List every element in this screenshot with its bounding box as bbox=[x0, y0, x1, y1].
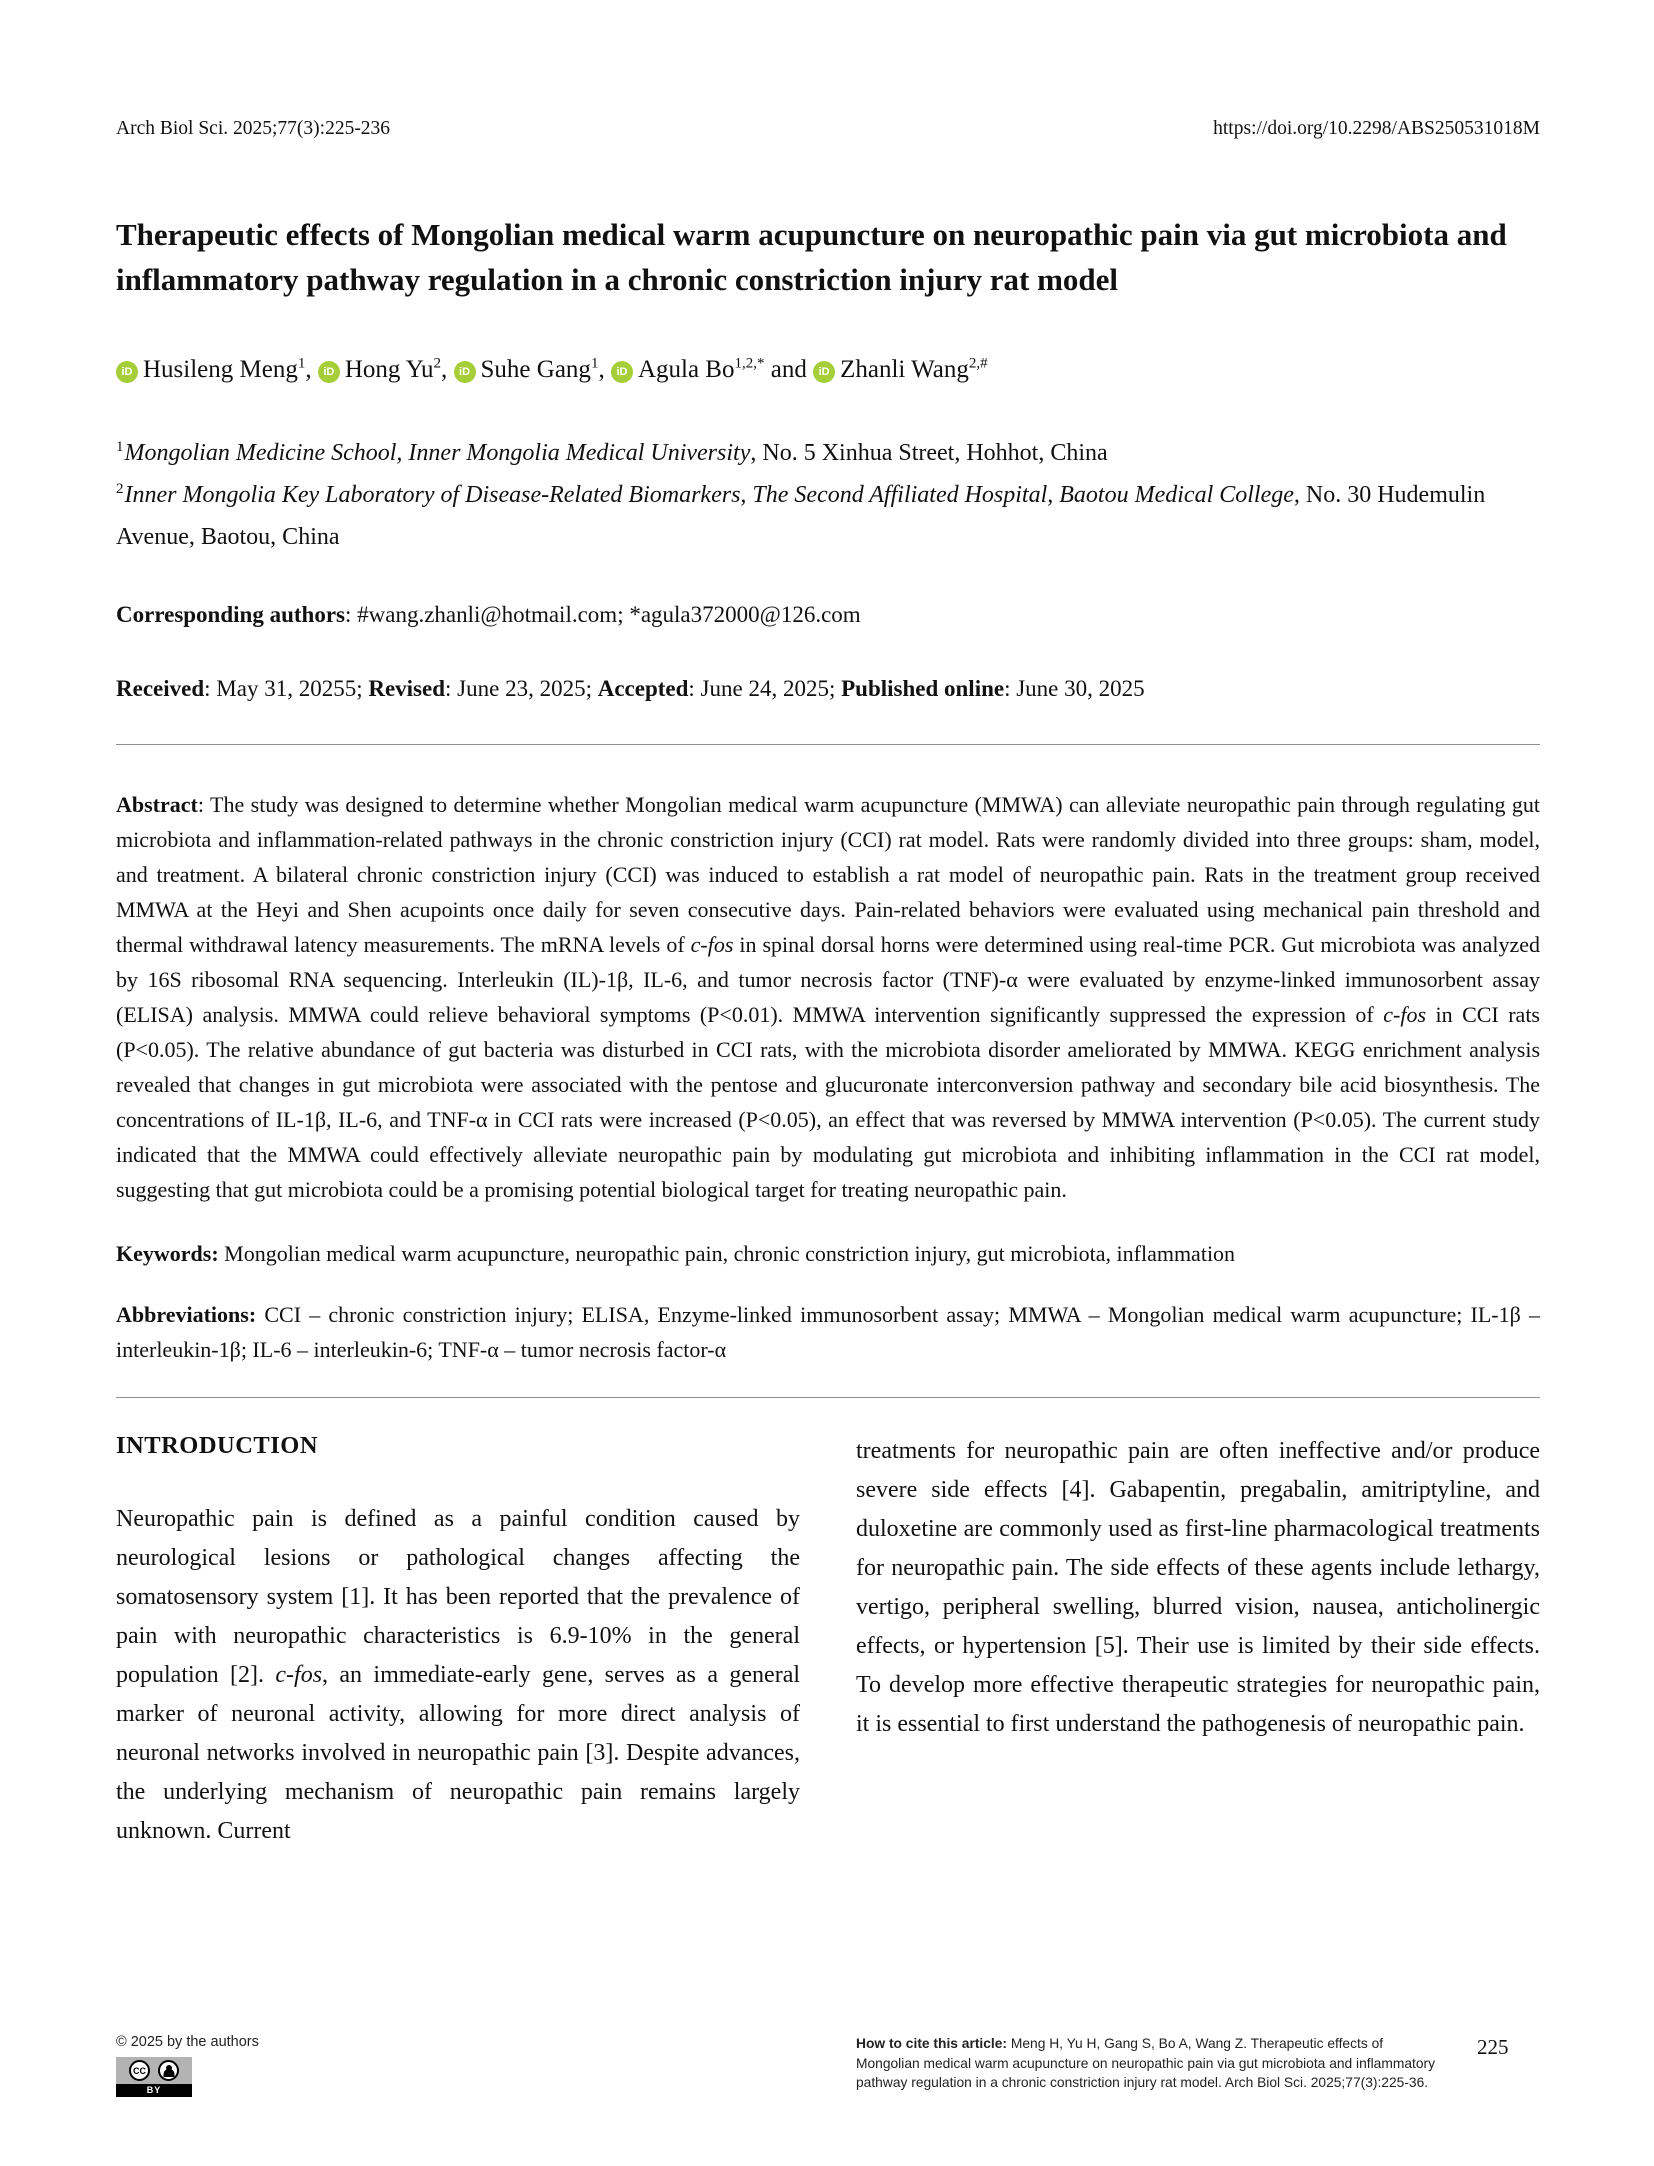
author: iD Agula $Bo^{1,2,*}$ bbox=[611, 356, 765, 383]
authors-line: iD Husileng Meng$^1$, iD Hong Yu$^2$, iD Suhe Gang$^1$, iD Agula $Bo^{1,2,*}$ and iD Zhanli Wang$^{2,\#}$ bbox=[116, 354, 1540, 386]
left-column bbox=[116, 1432, 800, 1851]
corresponding-line bbox=[116, 602, 1540, 628]
corresponding-emails[interactable]: : #wang.zhanli@hotmail.com; *agula372000@126.com bbox=[344, 602, 861, 627]
orcid-icon[interactable]: iD bbox=[454, 361, 476, 383]
article-title: Therapeutic effects of Mongolian medical warm acupuncture on neuropathic pain via gut microbiota and inflammatory pathway regulation in a chronic constriction injury rat model bbox=[116, 217, 1507, 297]
orcid-icon[interactable]: iD bbox=[318, 361, 340, 383]
content-columns bbox=[116, 1432, 1540, 1851]
author: iD Suhe Gang$^1$ bbox=[454, 356, 599, 383]
citation-text: How to cite this article: Meng H, Yu H, Gang S, Bo A, Wang Z. Therapeutic effects of Mongolian medical warm acupuncture on neuropathic pain via gut microbiota and inflammatory pathway regulation in a chronic constriction injury rat model. Arch Biol Sci. 2025;77(3):225-36. bbox=[856, 2036, 1436, 2090]
copyright-text: © 2025 by the authors bbox=[116, 2034, 259, 2050]
abstract-paragraph: Abstract: The study was designed to determine whether Mongolian medical warm acupuncture (MMWA) can alleviate neuropathic pain through regulating gut microbiota and inflammation-related pathways in the chronic constriction injury (CCI) rat model. Rats were randomly divided into three groups: sham, model, and treatment. A bilateral chronic constriction injury (CCI) was induced to establish a rat model of neuropathic pain. Rats in the treatment group received MMWA at the Heyi and Shen acupoints once daily for seven consecutive days. Pain-related behaviors were evaluated using mechanical pain threshold and thermal withdrawal latency measurements. The mRNA levels of c-fos in spinal dorsal horns were determined using real-time PCR. Gut microbiota was analyzed by 16S ribosomal RNA sequencing. Interleukin (IL)-1β, IL-6, and tumor necrosis factor (TNF)-α were evaluated by enzyme-linked immunosorbent assay (ELISA) analysis. MMWA could relieve behavioral symptoms (P<0.01). MMWA intervention significantly suppressed the expression of c-fos in CCI rats (P<0.05). The relative abundance of gut bacteria was disturbed in CCI rats, with the microbiota disorder ameliorated by MMWA. KEGG enrichment analysis revealed that changes in gut microbiota were associated with the pentose and glucuronate interconversion pathway and secondary bile acid biosynthesis. The concentrations of IL-1β, IL-6, and TNF-α in CCI rats were increased (P<0.05), an effect that was reversed by MMWA intervention (P<0.05). The current study indicated that the MMWA could effectively alleviate neuropathic pain by modulating gut microbiota and inhibiting inflammation in the CCI rat model, suggesting that gut microbiota could be a promising potential biological target for treating neuropathic pain. bbox=[116, 792, 1540, 1202]
cc-by-license-badge[interactable] bbox=[116, 2057, 192, 2097]
intro-paragraph-right: treatments for neuropathic pain are often ineffective and/or produce severe side effects [4]. Gabapentin, pregabalin, amitriptyline, and duloxetine are commonly used as first-line pharmacological treatments for neuropathic pain. The side effects of these agents include lethargy, vertigo, peripheral swelling, blurred vision, nausea, anticholinergic effects, or hypertension [5]. Their use is limited by their side effects. To develop more effective therapeutic strategies for neuropathic pain, it is essential to first understand the pathogenesis of neuropathic pain. bbox=[856, 1438, 1540, 1737]
page-header bbox=[116, 118, 1540, 140]
right-column bbox=[856, 1432, 1540, 1851]
affiliation: $^2$Inner Mongolia Key Laboratory of Disease-Related Biomarkers, The Second Affiliated Hospital, Baotou Medical College, No. 30 Hudemulin Avenue, Baotou, China bbox=[116, 481, 1486, 550]
keywords-paragraph: Keywords: Mongolian medical warm acupuncture, neuropathic pain, chronic constriction injury, gut microbiota, inflammation bbox=[116, 1241, 1236, 1266]
footer-left bbox=[116, 2034, 800, 2098]
corresponding-label: Corresponding authors bbox=[116, 602, 345, 627]
page-footer bbox=[116, 2034, 1540, 2098]
doi-link[interactable]: https://doi.org/10.2298/ABS250531018M bbox=[1213, 118, 1540, 139]
footer-right bbox=[856, 2034, 1540, 2098]
introduction-heading: INTRODUCTION bbox=[116, 1432, 319, 1459]
author: iD Hong Yu$^2$ bbox=[318, 356, 441, 383]
orcid-icon[interactable]: iD bbox=[116, 361, 138, 383]
divider-bottom bbox=[116, 1397, 1540, 1398]
divider-top bbox=[116, 744, 1540, 745]
cc-badge-icons bbox=[116, 2057, 192, 2084]
person-icon bbox=[158, 2060, 179, 2081]
cc-by-label: BY bbox=[116, 2084, 192, 2097]
page-number: 225 bbox=[1477, 2035, 1509, 2059]
affiliation: $^1$Mongolian Medicine School, Inner Mongolia Medical University, No. 5 Xinhua Street, Hohhot, China bbox=[116, 439, 1108, 466]
author: iD Zhanli Wang$^{2,\#}$ bbox=[813, 356, 988, 383]
intro-paragraph-left: Neuropathic pain is defined as a painful condition caused by neurological lesions or pathological changes affecting the somatosensory system [1]. It has been reported that the prevalence of pain with neuropathic characteristics is 6.9-10% in the general population [2]. c-fos, an immediate-early gene, serves as a general marker of neuronal activity, allowing for more direct analysis of neuronal networks involved in neuropathic pain [3]. Despite advances, the underlying mechanism of neuropathic pain remains largely unknown. Current bbox=[116, 1506, 801, 1844]
author: iD Husileng Meng$^1$ bbox=[116, 356, 305, 383]
orcid-icon[interactable]: iD bbox=[611, 361, 633, 383]
journal-ref: Arch Biol Sci. 2025;77(3):225-236 bbox=[116, 118, 391, 139]
cc-icon: CC bbox=[129, 2060, 150, 2081]
affiliations bbox=[116, 432, 1540, 558]
dates-line: Received: May 31, 20255; Revised: June 23, 2025; Accepted: June 24, 2025; Published online: June 30, 2025 bbox=[116, 676, 1145, 701]
orcid-icon[interactable]: iD bbox=[813, 361, 835, 383]
abbreviations-paragraph: Abbreviations: CCI – chronic constriction injury; ELISA, Enzyme-linked immunosorbent assay; MMWA – Mongolian medical warm acupuncture; IL-1β – interleukin-1β; IL-6 – interleukin-6; TNF-α – tumor necrosis factor-α bbox=[116, 1302, 1540, 1362]
